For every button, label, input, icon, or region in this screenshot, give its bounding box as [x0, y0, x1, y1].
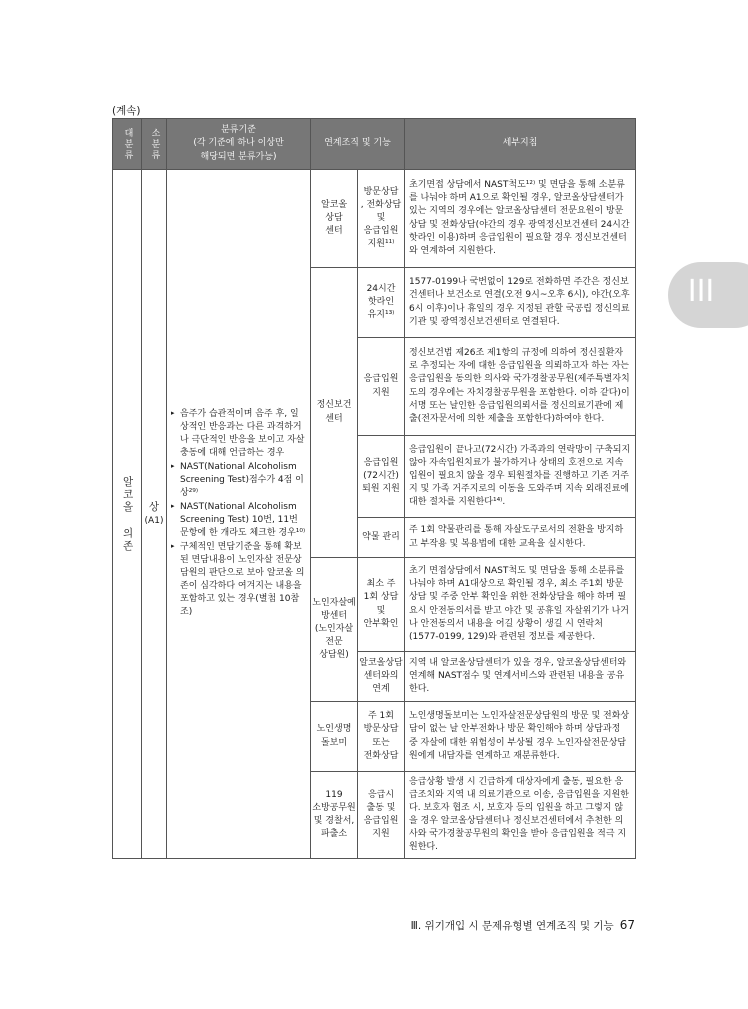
- detail-cell: 1577-0199나 국번없이 129로 전화하면 주간은 정신보건센터나 보건소로 연결(오전 9시~오후 6시), 야간(오후 6시 이후)이나 휴일의 경우 지정된 관할 국공립 정신의료기관 및 광역정신보건센터로 연결된다.: [405, 268, 636, 338]
- detail-cell: 정신보건법 제26조 제1항의 규정에 의하여 정신질환자로 추정되는 자에 대한 응급입원을 의뢰하고자 하는 자는 응급입원을 동의한 의사와 국가경찰공무원(제주특별자치도의 경우에는 자치경찰공무원을 포함한다. 이하 같다)이 서명 또는 날인한 응급입원의뢰서를 정신의료기관에 제출(전자문서에 의한 제출을 포함한다)하여야 한다.: [405, 338, 636, 436]
- detail-cell: 노인생명돌보미는 노인자살전문상담원의 방문 및 전화상담이 없는 날 안부전화나 방문 확인해야 하며 상담과정 중 자살에 대한 위험성이 부상될 경우 노인자살전문상담원에게 내담자를 연계하고 재분류한다.: [405, 702, 636, 772]
- continued-label: (계속): [112, 105, 141, 117]
- chapter-tab: [668, 262, 748, 328]
- detail-cell: 지역 내 알코올상담센터가 있을 경우, 알코올상담센터와 연계해 NAST점수 및 연계서비스와 관련된 내용을 공유한다.: [405, 652, 636, 702]
- function-cell: 약물 관리: [358, 518, 405, 558]
- function-cell: 24시간 핫라인 유지¹³⁾: [358, 268, 405, 338]
- criteria-item: ▸ NAST(National Alcoholism Screening Test) 10번, 11번 문항에 한 개라도 체크한 경우¹⁰⁾: [171, 501, 306, 540]
- org-cell: 119 소방공무원 및 경찰서, 파출소: [311, 772, 358, 859]
- org-cell: 노인생명 돌보미: [311, 702, 358, 772]
- detail-cell: 초기 면접상담에서 NAST척도 및 면담을 통해 소분류를 나눠야 하며 A1대상으로 확인될 경우, 최소 주1회 방문상담 및 주중 안부 확인을 위한 전화상담을 해야 하며 필요시 안전동의서를 받고 야간 및 공휴일 자살위기가 나거나 안전동의서 내용을 어길 상황이 생길 시 연락처(1577-0199, 129)와 관련된 정보를 제공한다.: [405, 558, 636, 652]
- header-minor: 소분류: [142, 119, 167, 170]
- header-row: [113, 119, 636, 170]
- criteria-item: ▸ 음주가 습관적이며 음주 후, 일상적인 반응과는 다른 과격하거나 극단적인 반응을 보이고 자살충동에 대해 언급하는 경우: [171, 408, 306, 460]
- function-cell: 알코올상담 센터와의 연계: [358, 652, 405, 702]
- detail-cell: 응급상황 발생 시 긴급하게 대상자에게 출동, 필요한 응급조치와 지역 내 의료기관으로 이송, 응급입원을 지원한다. 보호자 협조 시, 보호자 등의 입원을 하고 그렇지 않을 경우 알코올상담센터나 정신보건센터에서 추천한 의사와 국가경찰공무원의 확인을 받아 응급입원을 적극 지원한다.: [405, 772, 636, 859]
- header-criteria: 분류기준 (각 기준에 하나 이상만 해당되면 분류가능): [167, 119, 311, 170]
- page-number: 67: [619, 918, 635, 932]
- header-detail: 세부지침: [405, 119, 636, 170]
- criteria-item: ▸ NAST(National Alcoholism Screening Test)점수가 4점 이상²⁹⁾: [171, 461, 306, 500]
- detail-cell: 주 1회 약물관리를 통해 자살도구로서의 전환을 방지하고 부작용 및 복용법에 대한 교육을 실시한다.: [405, 518, 636, 558]
- function-cell: 방문상담 , 전화상담 및 응급입원 지원¹¹⁾: [358, 170, 405, 268]
- detail-cell: 응급입원이 끝나고(72시간) 가족과의 연락망이 구축되지 않아 자속입원치료가 불가하거나 상태의 호전으로 지속입원이 필요치 않을 경우 퇴원절차를 진행하고 기존 거주지 및 가족 거주지로의 이동을 도와주며 지속 외래진료에 대한 절차를 지원한다¹⁴⁾.: [405, 436, 636, 518]
- criteria-item: ▸ 구체적인 면담기준을 통해 확보된 면담내용이 노인자살 전문상담원의 판단으로 보아 알코올 의존이 심각하다 여겨지는 내용을 포함하고 있는 경우(별첨 10참조): [171, 541, 306, 619]
- page-footer: [411, 918, 635, 933]
- major-category: 알코올 의존: [113, 170, 142, 859]
- detail-cell: 초기면접 상담에서 NAST척도¹²⁾ 및 면담을 통해 소분류를 나눠야 하며 A1으로 확인될 경우, 알코올상담센터가 있는 지역의 경우에는 알코올상담센터 전문요원이 방문상담 및 전화상담(야간의 경우 광역정신보건센터 24시간 핫라인 이용)하며 응급입원이 필요할 경우 정신보건센터와 연계하여 지원한다.: [405, 170, 636, 268]
- org-cell: 노인자살예 방센터 (노인자살 전문 상담원): [311, 558, 358, 702]
- header-major: 대분류: [113, 119, 142, 170]
- header-org: 연계조직 및 기능: [311, 119, 405, 170]
- function-cell: 응급입원 지원: [358, 338, 405, 436]
- table-row: [113, 170, 636, 268]
- linkage-table: [112, 118, 636, 859]
- org-cell: 정신보건 센터: [311, 268, 358, 558]
- function-cell: 최소 주 1회 상담 및 안부확인: [358, 558, 405, 652]
- minor-category: 상 (A1): [142, 170, 167, 859]
- criteria-cell: [167, 170, 311, 859]
- function-cell: 주 1회 방문상담 또는 전화상담: [358, 702, 405, 772]
- function-cell: 응급입원 (72시간) 퇴원 지원: [358, 436, 405, 518]
- footer-title: Ⅲ. 위기개입 시 문제유형별 연계조직 및 기능: [410, 920, 614, 932]
- function-cell: 응급시 출동 및 응급입원 지원: [358, 772, 405, 859]
- chapter-tab-label: III: [687, 274, 715, 309]
- org-cell: 알코올 상담 센터: [311, 170, 358, 268]
